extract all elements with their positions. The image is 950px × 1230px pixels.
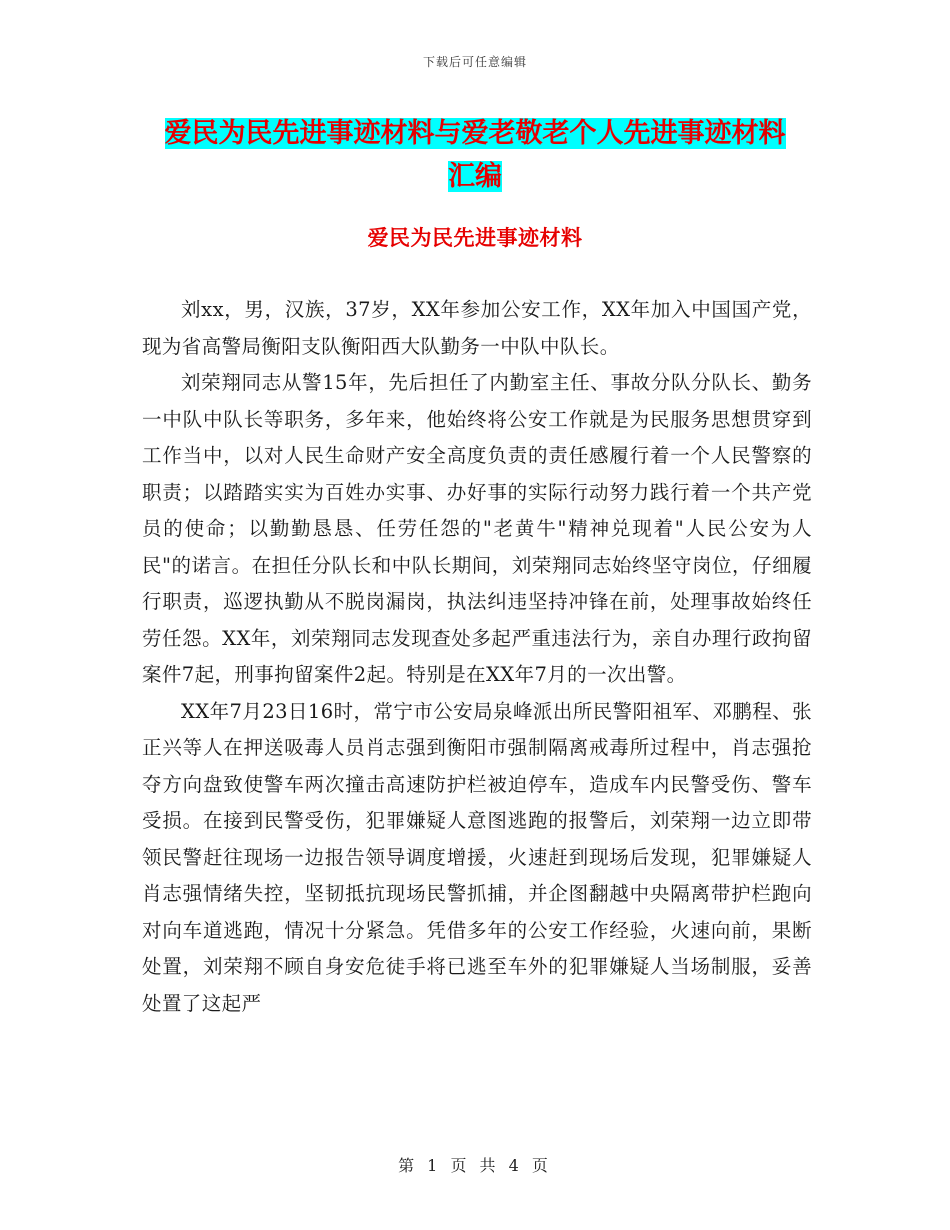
paragraph: 刘荣翔同志从警15年，先后担任了内勤室主任、事故分队分队长、勤务一中队中队长等职务，多年来，他始终将公安工作就是为民服务思想贯穿到工作当中，以对人民生命财产安全高度负责的责任感履行着一个人民警察的职责；以踏踏实实为百姓办实事、办好事的实际行动努力践行着一个共产党员的使命；以勤勤恳恳、任劳任怨的"老黄牛"精神兑现着"人民公安为人民"的诺言。在担任分队长和中队长期间，刘荣翔同志始终坚守岗位，仔细履行职责，巡逻执勤从不脱岗漏岗，执法纠违坚持冲锋在前，处理事故始终任劳任怨。XX年，刘荣翔同志发现查处多起严重违法行为，亲自办理行政拘留案件7起，刑事拘留案件2起。特别是在XX年7月的一次出警。 xyxy=(142,371,812,686)
document-title-line-2: 汇编 xyxy=(448,161,502,192)
paragraph: 刘xx，男，汉族，37岁，XX年参加公安工作，XX年加入中国国产党，现为省高警局衡阳支队衡阳西大队勤务一中队中队长。 xyxy=(142,298,812,358)
section-title: 爱民为民先进事迹材料 xyxy=(367,226,583,250)
paragraph: XX年7月23日16时，常宁市公安局泉峰派出所民警阳祖军、邓鹏程、张正兴等人在押送吸毒人员肖志强到衡阳市强制隔离戒毒所过程中，肖志强抢夺方向盘致使警车两次撞击高速防护栏被迫停车，造成车内民警受伤、警车受损。在接到民警受伤，犯罪嫌疑人意图逃跑的报警后，刘荣翔一边立即带领民警赶往现场一边报告领导调度增援，火速赶到现场后发现，犯罪嫌疑人肖志强情绪失控，坚韧抵抗现场民警抓捕，并企图翻越中央隔离带护栏跑向对向车道逃跑，情况十分紧急。凭借多年的公安工作经验，火速向前，果断处置，刘荣翔不顾自身安危徒手将已逃至车外的犯罪嫌疑人当场制服，妥善处置了这起严 xyxy=(142,699,812,1015)
document-title xyxy=(140,112,810,198)
body-text xyxy=(142,292,812,1022)
document-title-line-1: 爱民为民先进事迹材料与爱老敬老个人先进事迹材料 xyxy=(164,118,786,149)
header-note: 下载后可任意编辑 xyxy=(422,55,527,69)
page-footer: 第 1 页 共 4 页 xyxy=(398,1156,552,1175)
